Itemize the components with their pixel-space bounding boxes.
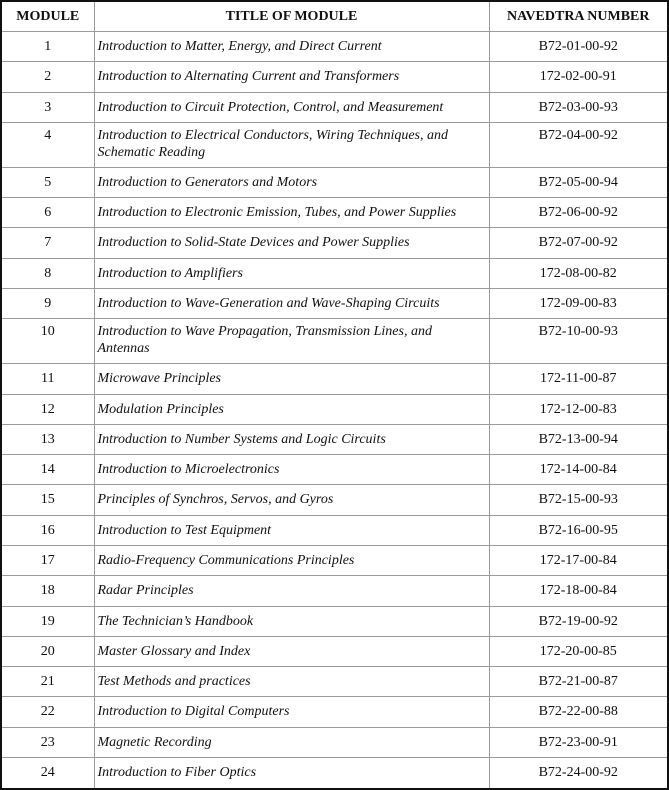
module-title: Introduction to Matter, Energy, and Direct Current bbox=[94, 32, 489, 62]
navedtra-number: B72-07-00-92 bbox=[489, 228, 667, 258]
table-row bbox=[2, 727, 667, 757]
module-number: 23 bbox=[2, 727, 94, 757]
navedtra-number: 172-20-00-85 bbox=[489, 636, 667, 666]
table-row bbox=[2, 485, 667, 515]
module-title: Radio-Frequency Communications Principles bbox=[94, 546, 489, 576]
table-row bbox=[2, 289, 667, 319]
table-row bbox=[2, 122, 667, 167]
module-number: 15 bbox=[2, 485, 94, 515]
navedtra-number: B72-21-00-87 bbox=[489, 667, 667, 697]
header-title: TITLE OF MODULE bbox=[94, 2, 489, 32]
module-number: 11 bbox=[2, 364, 94, 394]
navedtra-number: B72-13-00-94 bbox=[489, 424, 667, 454]
module-number: 4 bbox=[2, 122, 94, 167]
header-navedtra: NAVEDTRA NUMBER bbox=[489, 2, 667, 32]
module-title: Microwave Principles bbox=[94, 364, 489, 394]
module-title: Introduction to Alternating Current and Transformers bbox=[94, 62, 489, 92]
module-title: Test Methods and practices bbox=[94, 667, 489, 697]
header-module: MODULE bbox=[2, 2, 94, 32]
module-title: Introduction to Solid-State Devices and Power Supplies bbox=[94, 228, 489, 258]
module-number: 16 bbox=[2, 515, 94, 545]
module-title: Introduction to Circuit Protection, Control, and Measurement bbox=[94, 92, 489, 122]
navedtra-number: B72-22-00-88 bbox=[489, 697, 667, 727]
module-number: 21 bbox=[2, 667, 94, 697]
navedtra-number: 172-11-00-87 bbox=[489, 364, 667, 394]
module-number: 8 bbox=[2, 258, 94, 288]
navedtra-number: B72-24-00-92 bbox=[489, 758, 667, 788]
module-title: Introduction to Fiber Optics bbox=[94, 758, 489, 788]
navedtra-number: B72-10-00-93 bbox=[489, 319, 667, 364]
table-row bbox=[2, 576, 667, 606]
module-title: Modulation Principles bbox=[94, 394, 489, 424]
module-title: Introduction to Generators and Motors bbox=[94, 167, 489, 197]
table-row bbox=[2, 364, 667, 394]
table-row bbox=[2, 697, 667, 727]
module-title: The Technician’s Handbook bbox=[94, 606, 489, 636]
module-title: Introduction to Wave Propagation, Transmission Lines, and Antennas bbox=[94, 319, 489, 364]
table-row bbox=[2, 394, 667, 424]
table-row bbox=[2, 546, 667, 576]
navedtra-number: 172-09-00-83 bbox=[489, 289, 667, 319]
table-row bbox=[2, 167, 667, 197]
navedtra-number: B72-15-00-93 bbox=[489, 485, 667, 515]
table-row bbox=[2, 515, 667, 545]
table-row bbox=[2, 667, 667, 697]
table-row bbox=[2, 198, 667, 228]
module-title: Introduction to Electronic Emission, Tubes, and Power Supplies bbox=[94, 198, 489, 228]
table-row bbox=[2, 228, 667, 258]
table-row bbox=[2, 424, 667, 454]
module-title: Introduction to Microelectronics bbox=[94, 455, 489, 485]
table-row bbox=[2, 455, 667, 485]
module-table bbox=[2, 2, 667, 788]
module-number: 7 bbox=[2, 228, 94, 258]
module-title: Magnetic Recording bbox=[94, 727, 489, 757]
navedtra-number: B72-04-00-92 bbox=[489, 122, 667, 167]
table-row bbox=[2, 92, 667, 122]
table-row bbox=[2, 758, 667, 788]
module-number: 19 bbox=[2, 606, 94, 636]
header-row bbox=[2, 2, 667, 32]
module-number: 6 bbox=[2, 198, 94, 228]
table-row bbox=[2, 258, 667, 288]
navedtra-number: 172-12-00-83 bbox=[489, 394, 667, 424]
navedtra-number: 172-02-00-91 bbox=[489, 62, 667, 92]
navedtra-number: B72-16-00-95 bbox=[489, 515, 667, 545]
table-row bbox=[2, 636, 667, 666]
module-number: 10 bbox=[2, 319, 94, 364]
navedtra-number: B72-23-00-91 bbox=[489, 727, 667, 757]
module-number: 24 bbox=[2, 758, 94, 788]
module-number: 3 bbox=[2, 92, 94, 122]
module-number: 20 bbox=[2, 636, 94, 666]
module-number: 17 bbox=[2, 546, 94, 576]
module-title: Radar Principles bbox=[94, 576, 489, 606]
navedtra-number: 172-14-00-84 bbox=[489, 455, 667, 485]
module-number: 13 bbox=[2, 424, 94, 454]
table-row bbox=[2, 32, 667, 62]
table-row bbox=[2, 319, 667, 364]
module-number: 22 bbox=[2, 697, 94, 727]
module-number: 9 bbox=[2, 289, 94, 319]
module-title: Introduction to Wave-Generation and Wave-Shaping Circuits bbox=[94, 289, 489, 319]
module-title: Introduction to Electrical Conductors, Wiring Techniques, and Schematic Reading bbox=[94, 122, 489, 167]
table-row bbox=[2, 62, 667, 92]
module-title: Introduction to Amplifiers bbox=[94, 258, 489, 288]
module-number: 2 bbox=[2, 62, 94, 92]
navedtra-number: B72-19-00-92 bbox=[489, 606, 667, 636]
navedtra-number: B72-06-00-92 bbox=[489, 198, 667, 228]
navedtra-number: B72-01-00-92 bbox=[489, 32, 667, 62]
module-title: Introduction to Test Equipment bbox=[94, 515, 489, 545]
module-number: 1 bbox=[2, 32, 94, 62]
table-row bbox=[2, 606, 667, 636]
navedtra-number: 172-18-00-84 bbox=[489, 576, 667, 606]
module-title: Principles of Synchros, Servos, and Gyros bbox=[94, 485, 489, 515]
navedtra-number: B72-05-00-94 bbox=[489, 167, 667, 197]
module-title: Introduction to Digital Computers bbox=[94, 697, 489, 727]
navedtra-number: 172-17-00-84 bbox=[489, 546, 667, 576]
module-number: 12 bbox=[2, 394, 94, 424]
module-number: 14 bbox=[2, 455, 94, 485]
module-number: 18 bbox=[2, 576, 94, 606]
module-title: Master Glossary and Index bbox=[94, 636, 489, 666]
navedtra-number: 172-08-00-82 bbox=[489, 258, 667, 288]
module-number: 5 bbox=[2, 167, 94, 197]
navedtra-number: B72-03-00-93 bbox=[489, 92, 667, 122]
module-title: Introduction to Number Systems and Logic Circuits bbox=[94, 424, 489, 454]
